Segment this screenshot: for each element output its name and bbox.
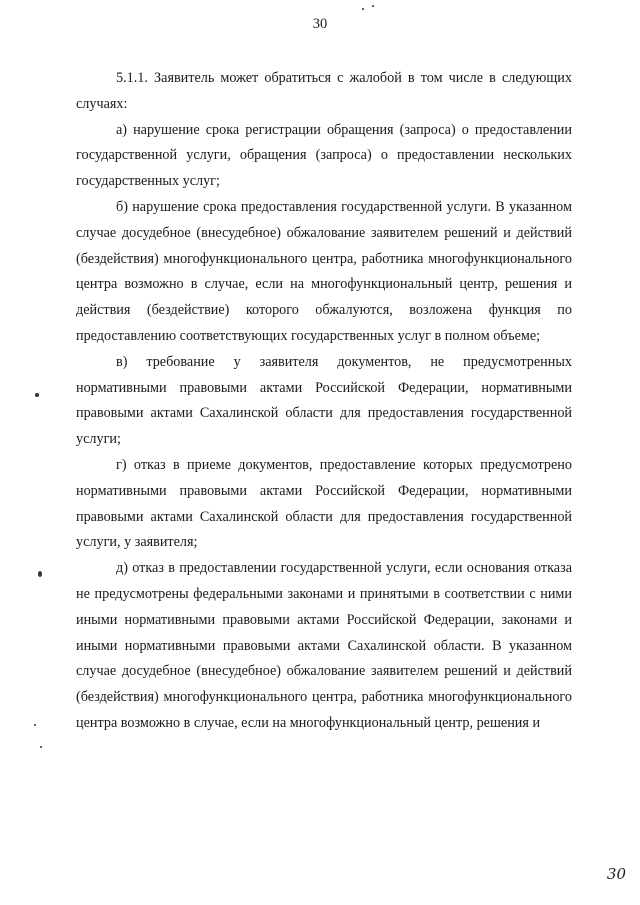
scan-speck (35, 393, 39, 397)
scan-speck (40, 746, 42, 748)
scan-speck (38, 571, 42, 577)
scan-speck (34, 724, 36, 726)
handwritten-page-number: 30 (606, 865, 626, 883)
paragraph-item-b: б) нарушение срока предоставления государственной услуги. В указанном случае досудебное (внесудебное) обжалование заявителем решений и действий (бездействия) многофункционального центра, работника многофункционального центра возможно в случае, если на многофункциональный центр, решения и действия (бездействие) которого обжалуются, возложена функция по предоставлению соответствующих государственных услуг в полном объеме; (76, 198, 572, 344)
scan-speck (362, 8, 364, 10)
document-body (76, 66, 572, 737)
paragraph-item-a: а) нарушение срока регистрации обращения (запроса) о предоставлении государственной услуги, обращения (запроса) о предоставлении нескольких государственных услуг; (76, 121, 572, 190)
paragraph-item-g: г) отказ в приеме документов, предоставление которых предусмотрено нормативными правовыми актами Российской Федерации, нормативными правовыми актами Сахалинской области для предоставления государственной услуги, у заявителя; (76, 456, 572, 551)
paragraph-intro: 5.1.1. Заявитель может обратиться с жалобой в том числе в следующих случаях: (76, 70, 572, 112)
paragraph-item-d: д) отказ в предоставлении государственной услуги, если основания отказа не предусмотрены федеральными законами и принятыми в соответствии с ними иными нормативными правовыми актами Российской Федерации, законами и иными нормативными правовыми актами Сахалинской области. В указанном случае досудебное (внесудебное) обжалование заявителем решений и действий (бездействия) многофункционального центра, работника многофункционального центра возможно в случае, если на многофункциональный центр, решения и (76, 560, 572, 731)
paragraph-item-v: в) требование у заявителя документов, не предусмотренных нормативными правовыми актами Российской Федерации, нормативными правовыми актами Сахалинской области для предоставления государственной услуги; (76, 353, 572, 448)
page-number: 30 (312, 16, 328, 32)
scan-speck (372, 5, 374, 7)
